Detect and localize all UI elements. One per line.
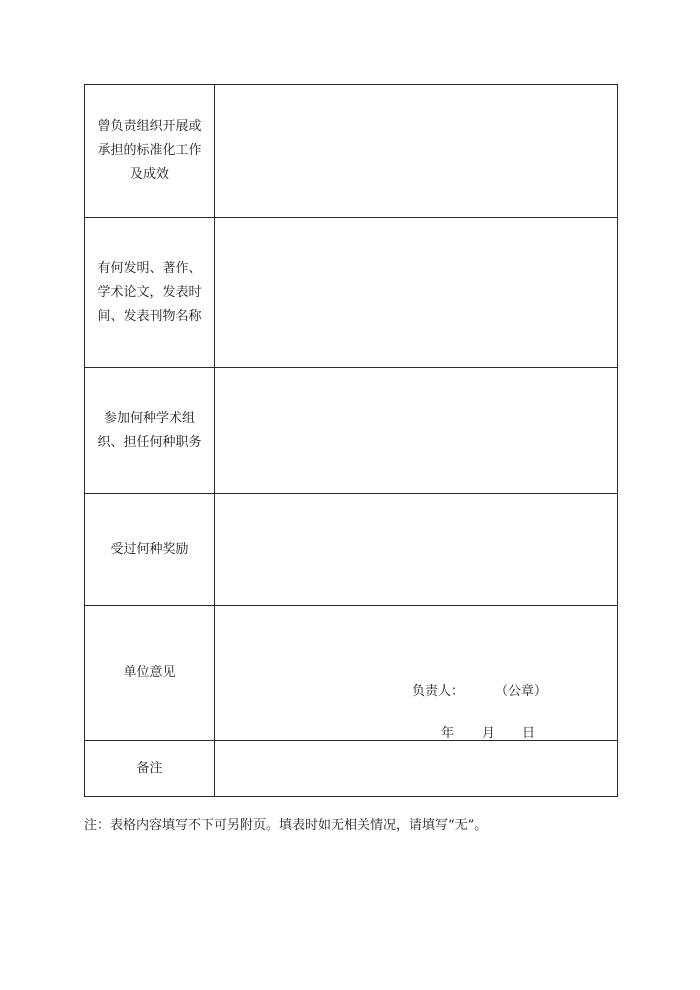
row-label-inventions-publications: 有何发明、著作、学术论文，发表时间、发表刊物名称 [97, 260, 202, 324]
row-label-standardization-work: 曾负责组织开展或承担的标准化工作及成效 [97, 119, 202, 182]
day-label: 日 [522, 726, 536, 741]
footnote: 注：表格内容填写不下可另附页。填表时如无相关情况，请填写“无”。 [84, 818, 488, 833]
academic-organizations-field[interactable] [215, 368, 618, 494]
month-label: 月 [482, 726, 496, 741]
form-row-remarks [85, 741, 618, 797]
form-row-unit-opinion [85, 606, 618, 741]
date-line [441, 722, 535, 741]
form-row-inventions-publications [85, 218, 618, 368]
row-label-academic-organizations: 参加何种学术组织、担任何种职务 [97, 410, 202, 450]
row-label-unit-opinion: 单位意见 [123, 665, 176, 680]
label-cell [85, 218, 215, 368]
row-label-awards: 受过何种奖励 [110, 541, 189, 557]
label-cell [85, 606, 215, 741]
unit-opinion-box [215, 606, 617, 740]
label-cell [85, 368, 215, 494]
unit-opinion-field[interactable] [215, 606, 618, 741]
application-form-table [84, 84, 618, 797]
remarks-field[interactable] [215, 741, 618, 797]
label-cell [85, 85, 215, 218]
label-cell [85, 741, 215, 797]
inventions-publications-field[interactable] [215, 218, 618, 368]
signer-label: 负责人： [412, 684, 465, 699]
row-label-remarks: 备注 [136, 760, 163, 776]
form-row-standardization-work [85, 85, 618, 218]
awards-field[interactable] [215, 494, 618, 606]
year-label: 年 [441, 726, 455, 741]
official-seal-label: （公章） [495, 684, 548, 699]
form-row-academic-organizations [85, 368, 618, 494]
label-cell [85, 494, 215, 606]
standardization-work-field[interactable] [215, 85, 618, 218]
form-row-awards [85, 494, 618, 606]
